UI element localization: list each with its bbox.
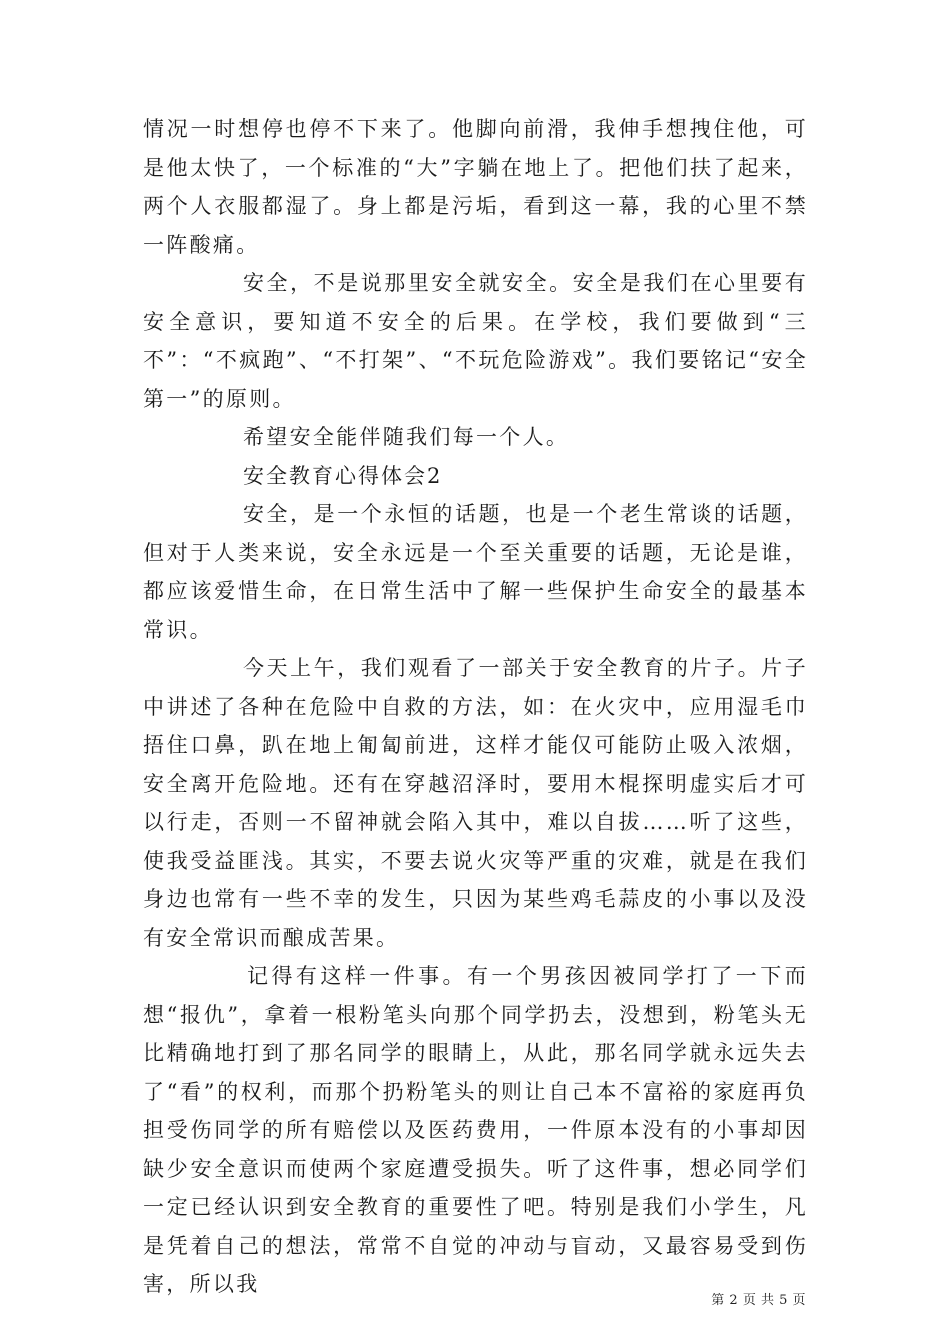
page-number: 第 2 页 共 5 页 [711,1293,806,1308]
section-heading: 安全教育心得体会2 [243,463,443,488]
paragraph-story: 记得有这样一件事。有一个男孩因被同学打了一下而想“报仇”，拿着一根粉笔头向那个同学扔去，没想到，粉笔头无比精确地打到了那名同学的眼睛上，从此，那名同学就永远失去了“看”的权利，而那个扔粉笔头的则让自己本不富裕的家庭再负担受伤同学的所有赔偿以及医药费用，一件原本没有的小事却因缺少安全意识而使两个家庭遭受损失。听了这件事，想必同学们一定已经认识到安全教育的重要性了吧。特别是我们小学生，凡是凭着自己的想法，常常不自觉的冲动与盲动，又最容易受到伤害，所以我 [143,964,808,1296]
paragraph-film: 今天上午，我们观看了一部关于安全教育的片子。片子中讲述了各种在危险中自救的方法，如：在火灾中，应用湿毛巾捂住口鼻，趴在地上匍匐前进，这样才能仅可能防止吸入浓烟，安全离开危险地。还有在穿越沼泽时，要用木棍探明虚实后才可以行走，否则一不留神就会陷入其中，难以自拔……听了这些，使我受益匪浅。其实，不要去说火灾等严重的灾难，就是在我们身边也常有一些不幸的发生，只因为某些鸡毛蒜皮的小事以及没有安全常识而酿成苦果。 [143,656,808,950]
paragraph-safety-awareness: 安全，不是说那里安全就安全。安全是我们在心里要有安全意识，要知道不安全的后果。在学校，我们要做到“三不”：“不疯跑”、“不打架”、“不玩危险游戏”。我们要铭记“安全第一”的原则。 [143,271,808,411]
paragraph-wish: 希望安全能伴随我们每一个人。 [243,425,570,449]
paragraph-eternal-topic: 安全，是一个永恒的话题，也是一个老生常谈的话题，但对于人类来说，安全永远是一个至关重要的话题，无论是谁，都应该爱惜生命，在日常生活中了解一些保护生命安全的最基本常识。 [143,502,808,642]
paragraph-continued: 情况一时想停也停不下来了。他脚向前滑，我伸手想拽住他，可是他太快了，一个标准的“大”字躺在地上了。把他们扶了起来，两个人衣服都湿了。身上都是污垢，看到这一幕，我的心里不禁一阵酸痛。 [143,117,808,257]
document-body [143,110,808,1304]
